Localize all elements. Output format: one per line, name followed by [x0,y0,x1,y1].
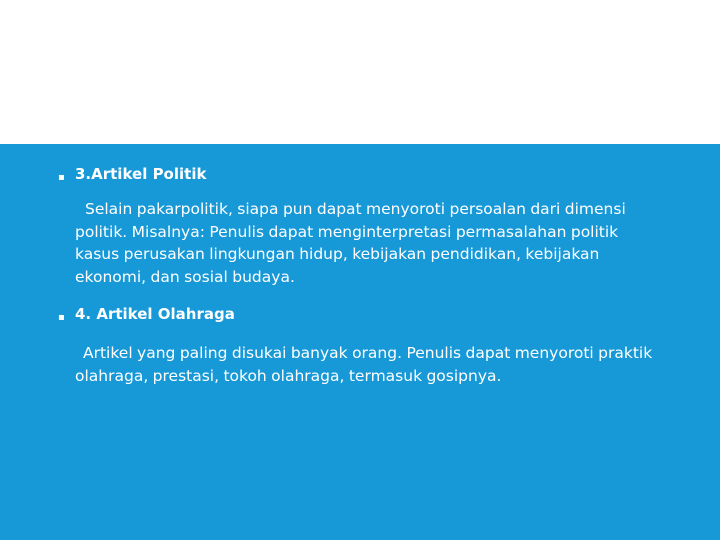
section-body-olahraga: Artikel yang paling disukai banyak orang. Penulis dapat menyoroti praktik olahraga, prestasi, tokoh olahraga, termasuk gosipnya. [75,344,653,385]
bullet-icon: ▪ [58,172,65,183]
slide-title-area [0,0,720,144]
section-heading-politik: 3.Artikel Politik [75,165,207,183]
section-body-politik: Selain pakarpolitik, siapa pun dapat menyoroti persoalan dari dimensi politik. Misalnya: Penulis dapat menginterpretasi permasalahan politik kasus perusakan lingkungan hidup, kebijakan pendidikan, kebijakan ekonomi, dan sosial budaya. [75,200,626,286]
section-heading-olahraga: 4. Artikel Olahraga [75,305,235,323]
content-panel [0,144,720,540]
bullet-icon: ▪ [58,312,65,323]
